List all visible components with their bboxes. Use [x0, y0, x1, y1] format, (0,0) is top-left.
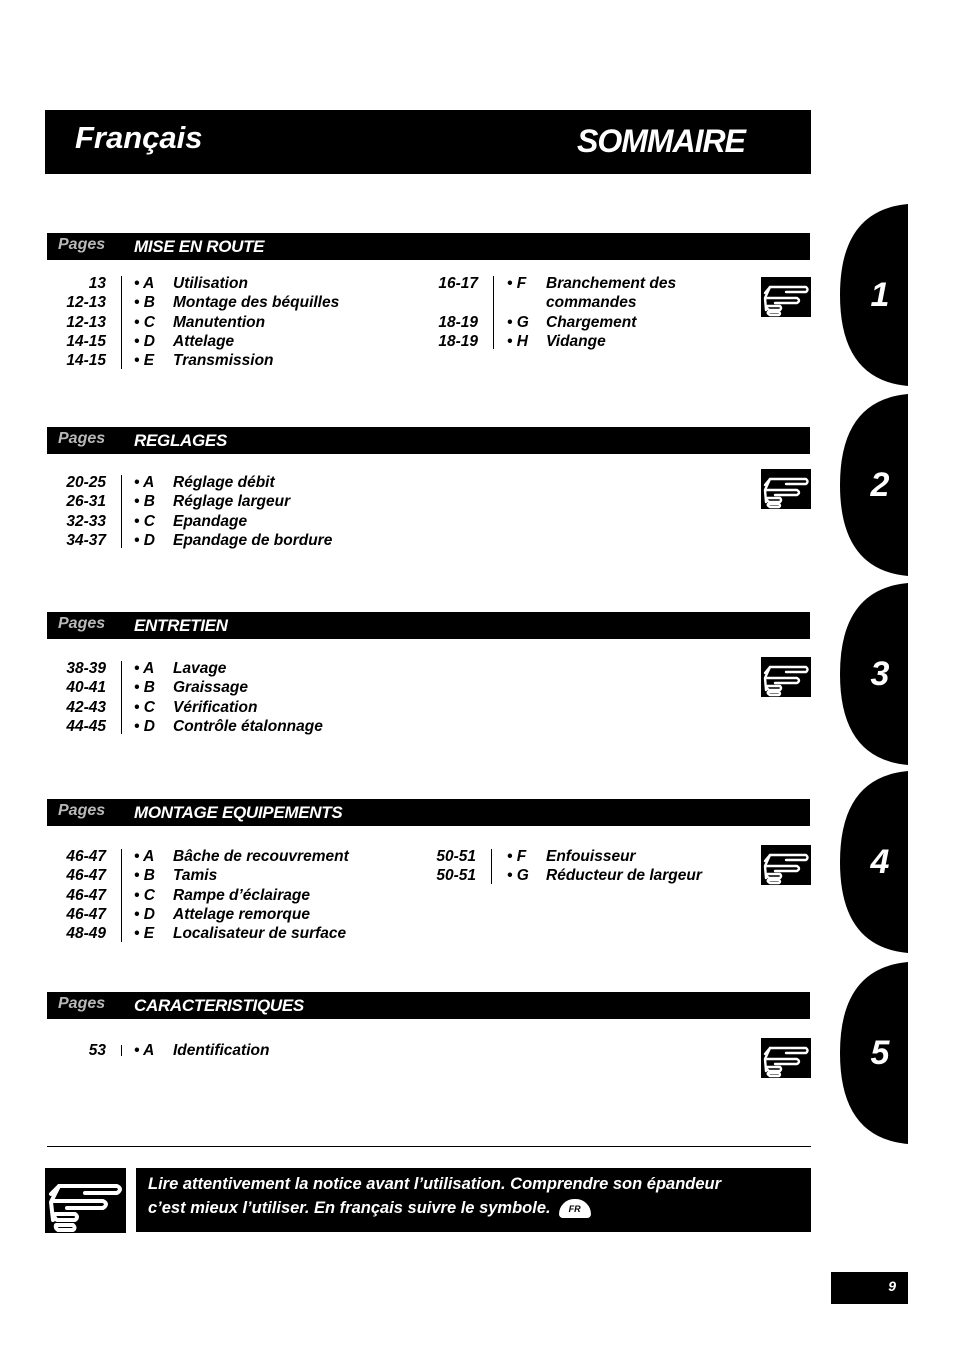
toc-item-label: Graissage: [173, 679, 248, 697]
toc-item-label: Montage des béquilles: [173, 294, 340, 312]
toc-item-letter: • A: [134, 848, 155, 865]
section-header-bar: [47, 427, 810, 454]
toc-page-range: 40-41: [66, 679, 106, 697]
toc-item-label: Lavage: [173, 660, 227, 677]
toc-page-range: 13: [88, 275, 106, 292]
toc-page-range: 12-13: [66, 294, 106, 312]
toc-item-letter: • A: [134, 474, 155, 491]
section-title: REGLAGES: [134, 431, 228, 450]
section-header-bar: [47, 992, 810, 1019]
section-header-bar: [47, 799, 810, 826]
toc-page-range: 46-47: [66, 848, 106, 865]
chapter-number: 3: [870, 655, 890, 693]
toc-item-label: Réducteur de largeur: [546, 867, 702, 885]
toc-item-letter: • D: [134, 905, 155, 923]
page-number: 9: [888, 1278, 896, 1294]
toc-page-range: 12-13: [66, 313, 106, 331]
toc-page-range: 18-19: [438, 332, 478, 350]
toc-page-range: 26-31: [66, 493, 106, 511]
toc-page-range: 53: [88, 1042, 106, 1059]
toc-item-letter: • B: [134, 867, 155, 885]
header-banner: [45, 110, 811, 174]
toc-page-range: 20-25: [66, 474, 106, 491]
toc-page-range: 44-45: [66, 717, 106, 735]
page-title: SOMMAIRE: [577, 123, 745, 159]
section-title: MISE EN ROUTE: [134, 237, 265, 256]
toc-item-label: Chargement: [546, 313, 637, 331]
chapter-number: 2: [870, 466, 890, 504]
column-divider: [121, 849, 122, 942]
toc-item-letter: • A: [134, 1042, 155, 1059]
chapter-number: 1: [870, 276, 890, 314]
pages-label: Pages: [58, 430, 106, 447]
page-number-box: [831, 1272, 908, 1304]
instruction-note: [136, 1168, 811, 1232]
toc-item-letter: • B: [134, 493, 155, 511]
pages-label: Pages: [58, 236, 106, 253]
chapter-tab[interactable]: [840, 583, 910, 765]
toc-item-label: Enfouisseur: [546, 848, 636, 865]
toc-item-label: Tamis: [173, 867, 218, 885]
fr-badge: FR: [559, 1199, 591, 1218]
divider: [47, 1146, 811, 1147]
toc-item-label: Manutention: [173, 313, 266, 331]
toc-page-range: 46-47: [66, 886, 106, 904]
toc-item-label: Utilisation: [173, 275, 248, 292]
section-title: ENTRETIEN: [134, 616, 228, 635]
toc-item-label: Attelage remorque: [173, 905, 310, 923]
chapter-number: 4: [870, 843, 890, 881]
toc-item-label: Vidange: [546, 332, 606, 350]
toc-item-label: Rampe d’éclairage: [173, 886, 310, 904]
toc-item-letter: • C: [134, 698, 155, 716]
toc-item-letter: • E: [134, 352, 155, 370]
toc-item-letter: • F: [507, 848, 527, 865]
pointing-hand-icon: [761, 657, 811, 697]
toc-page-range: 16-17: [438, 275, 478, 292]
note-line-2: c’est mieux l’utiliser. En français suivre le symbole.: [148, 1199, 551, 1217]
column-divider: [121, 1045, 122, 1056]
toc-item-letter: • F: [507, 275, 527, 292]
column-divider: [121, 276, 122, 369]
toc-page-range: 48-49: [66, 925, 106, 943]
toc-item-letter: • E: [134, 925, 155, 943]
toc-item-letter: • G: [507, 867, 529, 885]
pointing-hand-icon: [761, 845, 811, 885]
toc-item-label: Réglage largeur: [173, 493, 291, 511]
column-divider: [121, 661, 122, 734]
toc-item-label: commandes: [546, 294, 637, 312]
section-header-bar: [47, 612, 810, 639]
toc-page-range: 14-15: [66, 332, 106, 350]
toc-page-range: 18-19: [438, 313, 478, 331]
toc-page-range: 32-33: [66, 512, 106, 530]
chapter-tab[interactable]: [840, 204, 910, 386]
toc-item-label: Identification: [173, 1042, 270, 1059]
toc-item-letter: • D: [134, 531, 155, 549]
toc-item-label: Bâche de recouvrement: [173, 848, 349, 865]
toc-item-label: Branchement des: [546, 275, 677, 292]
toc-item-letter: • C: [134, 313, 155, 331]
toc-item-label: Vérification: [173, 698, 258, 716]
pointing-hand-icon: [761, 469, 811, 509]
toc-page-range: 42-43: [66, 698, 106, 716]
toc-item-letter: • B: [134, 679, 155, 697]
toc-item-letter: • D: [134, 332, 155, 350]
pointing-hand-icon: [45, 1168, 126, 1233]
column-divider: [493, 276, 494, 349]
section-title: MONTAGE EQUIPEMENTS: [134, 803, 343, 822]
column-divider: [491, 849, 492, 884]
toc-page-range: 50-51: [436, 848, 476, 865]
toc-page-range: 46-47: [66, 905, 106, 923]
toc-item-label: Epandage de bordure: [173, 531, 333, 549]
toc-item-letter: • D: [134, 717, 155, 735]
chapter-tab[interactable]: [840, 394, 910, 576]
pages-label: Pages: [58, 615, 106, 632]
toc-item-label: Réglage débit: [173, 474, 275, 491]
pages-label: Pages: [58, 995, 106, 1012]
column-divider: [121, 475, 122, 548]
pages-label: Pages: [58, 802, 106, 819]
chapter-tab[interactable]: [840, 962, 910, 1144]
chapter-tab[interactable]: [840, 771, 910, 953]
chapter-number: 5: [870, 1034, 890, 1072]
section-title: CARACTERISTIQUES: [134, 996, 304, 1015]
toc-item-label: Contrôle étalonnage: [173, 717, 323, 735]
note-line-1: Lire attentivement la notice avant l’utilisation. Comprendre son épandeur: [148, 1175, 722, 1193]
toc-page-range: 34-37: [66, 531, 106, 549]
toc-page-range: 14-15: [66, 352, 106, 370]
toc-item-label: Transmission: [173, 352, 274, 370]
pointing-hand-icon: [761, 1038, 811, 1078]
toc-item-letter: • C: [134, 886, 155, 904]
pointing-hand-icon: [761, 277, 811, 317]
toc-page-range: 46-47: [66, 867, 106, 885]
toc-item-letter: • A: [134, 660, 155, 677]
toc-item-label: Localisateur de surface: [173, 925, 347, 943]
toc-page-range: 50-51: [436, 867, 476, 885]
toc-item-letter: • A: [134, 275, 155, 292]
toc-item-letter: • C: [134, 512, 155, 530]
section-header-bar: [47, 233, 810, 260]
toc-item-letter: • B: [134, 294, 155, 312]
toc-page-range: 38-39: [66, 660, 106, 677]
toc-item-letter: • H: [507, 332, 528, 350]
toc-item-label: Epandage: [173, 512, 248, 530]
toc-item-letter: • G: [507, 313, 529, 331]
language-title: Français: [75, 120, 203, 155]
toc-item-label: Attelage: [173, 332, 235, 350]
